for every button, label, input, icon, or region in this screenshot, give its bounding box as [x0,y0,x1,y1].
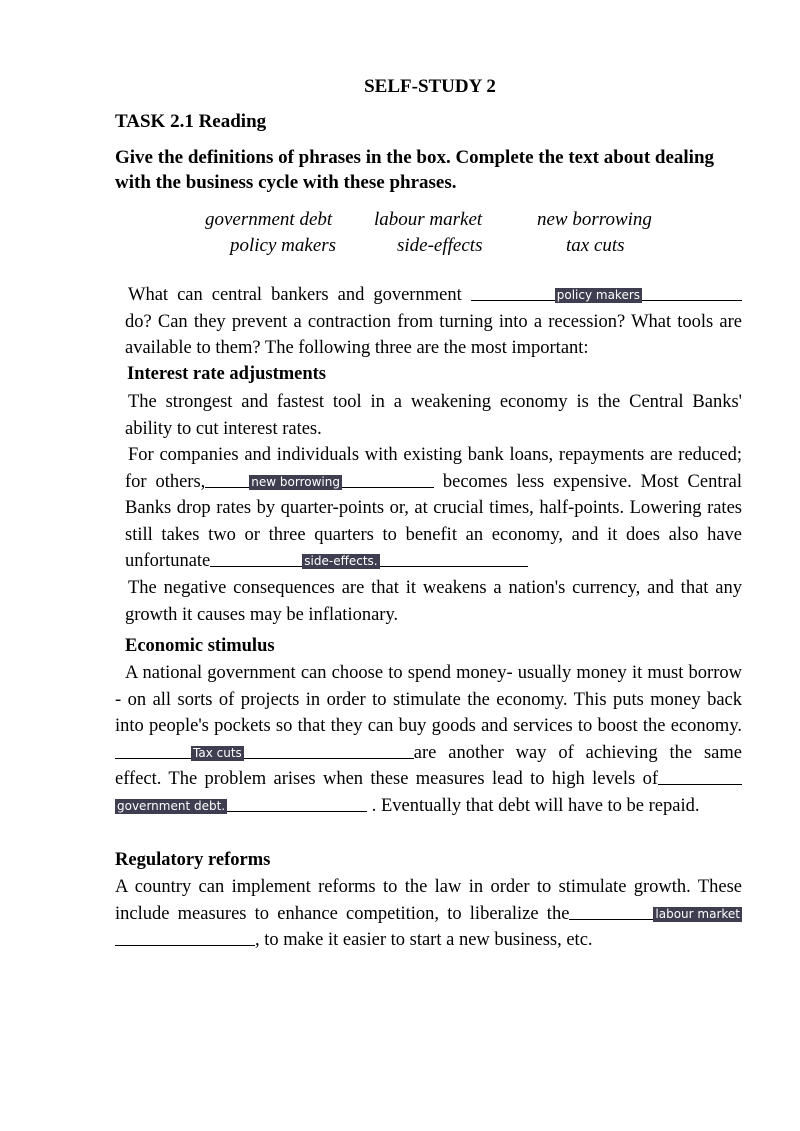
stimulus-text: . Eventually that debt will have to be repaid. [371,795,700,816]
answer-fill[interactable]: Tax cuts [193,745,242,760]
answer-fill[interactable]: government debt. [117,798,226,813]
section-heading: Economic stimulus [125,636,275,656]
reforms-text: A country can implement reforms to the law in order to stimulate growth. These include measures to enhance competition, to liberalize the [115,877,742,924]
answer-fill[interactable]: new borrowing [251,474,340,489]
answer-fill[interactable]: labour market [655,906,740,921]
answer-fill[interactable]: policy makers [556,288,641,302]
paragraph-reforms [115,874,742,954]
box-phrase: side-effects [397,235,483,256]
reforms-text: , to make it easier to start a new business, etc. [255,930,593,950]
answer-fill[interactable]: side-effects. [304,554,378,568]
paragraph-stimulus [115,660,742,819]
instruction-text: Give the definitions of phrases in the box. Complete the text about dealing with the business cycle with these phrases. [115,147,715,193]
page-title: SELF-STUDY 2 [364,76,496,97]
detail-text: For companies and individuals with existing bank loans, repayments are reduced; [128,445,742,465]
box-phrase: tax cuts [566,235,625,256]
task-heading: TASK 2.1 Reading [115,111,267,132]
stimulus-text: are another way of achieving the same effect. The problem arises when these measures lead to high levels of [115,742,742,789]
detail-text: for others, [125,471,206,492]
intro-text: What can central bankers and government [128,285,462,305]
box-phrase: government debt [205,209,333,230]
intro-text: do? [125,311,152,332]
section-heading: Regulatory reforms [115,850,271,870]
box-phrase: policy makers [230,235,337,256]
paragraph-interest: The strongest and fastest tool in a weakening economy is the Central Banks' ability to cut interest rates. [125,392,742,439]
detail-text: becomes less expensive. Most Central Banks drop rates by quarter-points or, at crucial times, half-points. Lowering rates still takes two or three quarters to benefit an economy, and it does also have [125,471,742,545]
stimulus-text: A national government can choose to spend money- usually money it must borrow - on all sorts of projects in order to stimulate the economy. This puts money back into people's pockets so that they can buy goods and services to boost the economy. [115,663,742,736]
box-phrase: new borrowing [537,209,652,230]
intro-text: Can they prevent a contraction from turning into a recession? What tools are available to them? The following three are the most important: [125,311,742,358]
paragraph-intro [125,282,742,362]
section-heading: Interest rate adjustments [127,364,327,384]
box-phrase: labour market [374,209,483,230]
paragraph-interest-detail [125,442,742,575]
paragraph-consequences: The negative consequences are that it weakens a nation's currency, and that any growth it causes may be inflationary. [125,578,742,625]
detail-text: unfortunate [125,551,211,571]
